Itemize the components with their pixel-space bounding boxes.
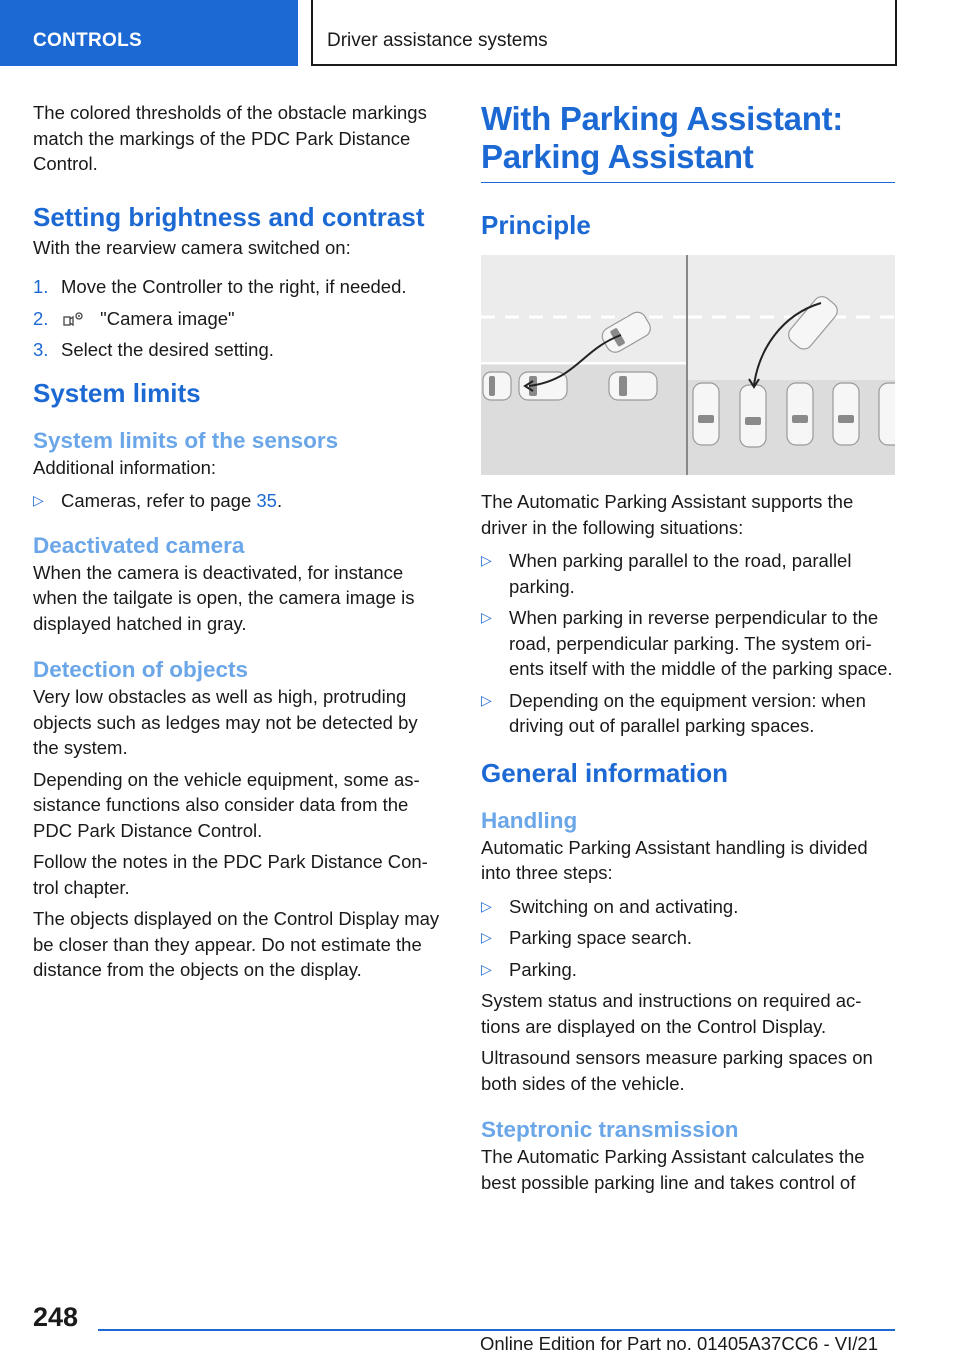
footer-divider — [98, 1329, 895, 1331]
parking-diagram — [481, 255, 895, 475]
right-column — [481, 100, 895, 1195]
list-item — [481, 548, 895, 599]
step-number: 3. — [33, 339, 49, 360]
page-number: 248 — [33, 1302, 79, 1332]
list-item — [33, 306, 445, 332]
handling-heading: Handling — [481, 807, 578, 833]
brightness-text: With the rearview camera switched on: — [33, 236, 351, 258]
step-text: "Camera image" — [100, 307, 235, 329]
handling-text: Automatic Parking Assistant handling is divided into three steps: — [481, 836, 868, 883]
steptronic-text: The Automatic Parking Assistant calculates the best possible parking line and takes control of — [481, 1146, 865, 1193]
bullet-suffix: . — [276, 490, 283, 511]
triangle-bullet-icon: ▷ — [481, 929, 492, 945]
deactivated-camera-heading: Deactivated camera — [33, 532, 245, 558]
intro-paragraph: The colored thresholds of the obstacle markings match the markings of the PDC Park Distance Control. — [33, 102, 427, 174]
sensor-limits-text: Additional information: — [33, 456, 217, 478]
list-item — [481, 688, 895, 739]
left-column — [33, 100, 445, 983]
handling-step-text: Switching on and activating. — [509, 895, 739, 917]
header-section-label: CONTROLS — [33, 30, 143, 51]
sensor-limits-list — [33, 488, 445, 514]
triangle-bullet-icon: ▷ — [481, 609, 492, 625]
situation-text: Depending on the equipment version: when driving out of parallel parking spaces. — [509, 689, 866, 736]
handling-step-text: Parking space search. — [509, 927, 693, 948]
detection-paragraph: Follow the notes in the PDC Park Distance Con- trol chapter. — [33, 851, 428, 898]
header-chapter-box — [311, 0, 897, 66]
triangle-bullet-icon: ▷ — [481, 552, 492, 568]
list-item — [481, 925, 895, 951]
list-item — [33, 274, 445, 300]
list-item — [33, 337, 445, 363]
status-text: System status and instructions on required ac- tions are displayed on the Control Display. — [481, 990, 862, 1037]
handling-steps-list — [481, 894, 895, 983]
principle-text: The Automatic Parking Assistant supports the driver in the following situations: — [481, 491, 854, 538]
deactivated-camera-text: When the camera is deactivated, for instance when the tailgate is open, the camera image is displayed hatched in gray. — [33, 561, 415, 634]
step-text: Select the desired setting. — [61, 339, 274, 360]
page-reference-link[interactable]: 35 — [256, 490, 277, 511]
list-item — [481, 894, 895, 920]
parking-illustration — [481, 255, 895, 475]
step-text: Move the Controller to the right, if needed. — [61, 276, 407, 297]
camera-settings-icon — [63, 310, 85, 328]
situation-text: When parking parallel to the road, parallel parking. — [509, 550, 852, 597]
detection-paragraph: Depending on the vehicle equipment, some as- sistance functions also consider data from the PDC Park Distance Control. — [33, 768, 420, 841]
general-information-heading: General information — [481, 757, 729, 788]
header-chapter-label: Driver assistance systems — [327, 30, 548, 51]
handling-step-text: Parking. — [509, 958, 577, 980]
situation-text: When parking in reverse perpendicular to the road, perpendicular parking. The system ori- ents itself with the middle of the parking space. — [509, 607, 893, 679]
brightness-heading: Setting brightness and contrast — [33, 201, 425, 232]
parking-assistant-title: With Parking Assistant: Parking Assistant — [481, 100, 895, 183]
object-detection-heading: Detection of objects — [33, 657, 249, 682]
triangle-bullet-icon: ▷ — [481, 960, 492, 977]
ultrasound-text: Ultrasound sensors measure parking spaces on both sides of the vehicle. — [481, 1047, 873, 1094]
steptronic-heading: Steptronic transmission — [481, 1117, 739, 1142]
list-item — [481, 957, 895, 983]
detection-paragraph: The objects displayed on the Control Display may be closer than they appear. Do not estimate the distance from the objects on the display. — [33, 908, 440, 980]
sensor-limits-heading: System limits of the sensors — [33, 427, 339, 453]
triangle-bullet-icon: ▷ — [33, 492, 44, 508]
step-number: 2. — [33, 307, 49, 329]
list-item — [33, 488, 445, 514]
detection-paragraph: Very low obstacles as well as high, protruding objects such as ledges may not be detected by the system. — [33, 686, 418, 758]
triangle-bullet-icon: ▷ — [481, 897, 492, 914]
step-number: 1. — [33, 276, 49, 297]
principle-heading: Principle — [481, 210, 591, 240]
brightness-steps — [33, 274, 445, 363]
system-limits-heading: System limits — [33, 377, 201, 408]
triangle-bullet-icon: ▷ — [481, 691, 492, 708]
situations-list — [481, 548, 895, 739]
list-item — [481, 605, 895, 682]
header-section-tab — [0, 0, 298, 66]
footer-edition: Online Edition for Part no. 01405A37CC6 - VI/21 — [480, 1333, 878, 1354]
bullet-text: Cameras, refer to page — [61, 490, 257, 511]
